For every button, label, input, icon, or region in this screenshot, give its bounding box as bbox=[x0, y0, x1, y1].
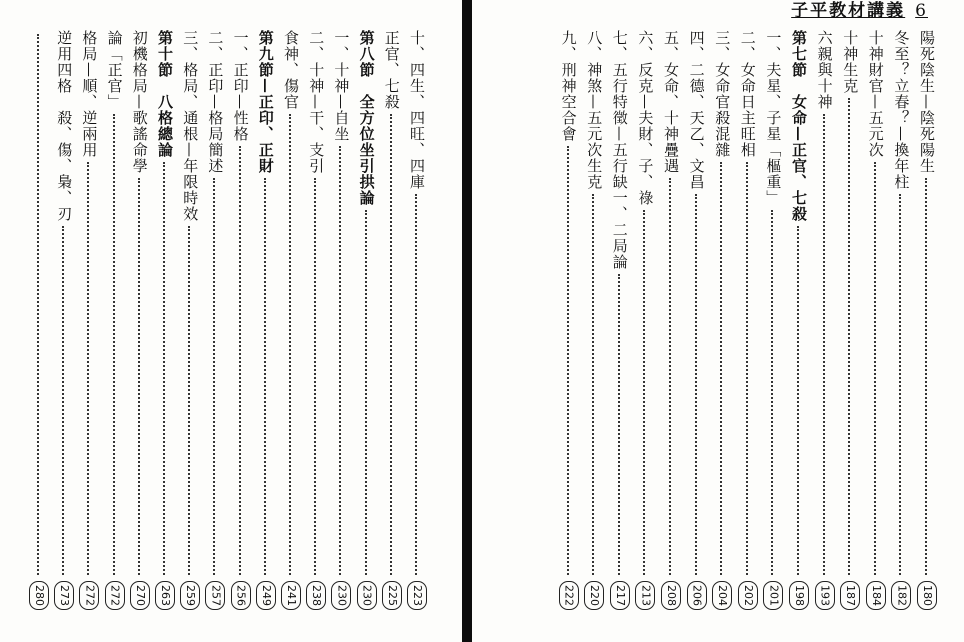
toc-entry bbox=[253, 30, 279, 610]
dot-leader bbox=[874, 162, 878, 575]
toc-page-number: 217 bbox=[610, 581, 630, 610]
toc-entry bbox=[556, 30, 582, 610]
toc-entry bbox=[786, 30, 812, 610]
toc-entry bbox=[228, 30, 254, 610]
dot-leader bbox=[163, 162, 167, 575]
dot-leader bbox=[62, 226, 66, 575]
toc-page-number: 256 bbox=[231, 581, 251, 610]
toc-page-number: 223 bbox=[407, 581, 427, 610]
dot-leader bbox=[567, 146, 571, 575]
toc-entry bbox=[684, 30, 710, 610]
toc-entry-title: 六親與十神 bbox=[815, 30, 834, 110]
toc-page-number: 201 bbox=[763, 581, 783, 610]
toc-entry-title: 第九節—正印、正財 bbox=[256, 30, 275, 174]
dot-leader bbox=[746, 162, 750, 575]
toc-page-number: 272 bbox=[105, 581, 125, 610]
toc-entry bbox=[152, 30, 178, 610]
toc-entry bbox=[379, 30, 405, 610]
toc-entry-title: 三、格局、通根—年限時效 bbox=[181, 30, 200, 222]
toc-entry bbox=[735, 30, 761, 610]
dot-leader bbox=[37, 34, 41, 575]
toc-entry bbox=[709, 30, 735, 610]
dot-leader bbox=[138, 178, 142, 575]
toc-entry-title: 十、四生、四旺、四庫 bbox=[408, 30, 426, 190]
toc-entry-title: 十神財官—五元次 bbox=[866, 30, 885, 158]
toc-entry bbox=[127, 30, 153, 610]
dot-leader bbox=[592, 194, 596, 575]
toc-entry-title: 一、十神—自坐 bbox=[332, 30, 351, 142]
toc-entry-title: 七、五行特徵—五行缺一、二局論 bbox=[610, 30, 629, 270]
toc-entry-title: 初機格局—歌謠命學 bbox=[130, 30, 149, 174]
toc-entry bbox=[102, 30, 128, 610]
dot-leader bbox=[823, 114, 827, 575]
right-page bbox=[472, 0, 964, 642]
dot-leader bbox=[365, 210, 369, 575]
toc-page-number: 198 bbox=[789, 581, 809, 610]
toc-entry bbox=[812, 30, 838, 610]
toc-page-number: 202 bbox=[738, 581, 758, 610]
toc-entry-title: 第十節 八格總論 bbox=[156, 30, 174, 158]
dot-leader bbox=[289, 114, 293, 575]
toc-entry bbox=[328, 30, 354, 610]
dot-leader bbox=[925, 178, 929, 575]
toc-page-number: 213 bbox=[635, 581, 655, 610]
dot-leader bbox=[87, 162, 91, 575]
dot-leader bbox=[415, 194, 419, 575]
toc-entry bbox=[607, 30, 633, 610]
dot-leader bbox=[643, 210, 647, 575]
dot-leader bbox=[695, 194, 699, 575]
toc-page-number: 273 bbox=[54, 581, 74, 610]
toc-page-number: 206 bbox=[687, 581, 707, 610]
dot-leader bbox=[899, 194, 903, 575]
toc-entry-title: 九、刑神空合會 bbox=[559, 30, 578, 142]
toc-entry-title: 一、夫星、子星「樞重」 bbox=[764, 30, 783, 206]
toc-entry bbox=[51, 30, 77, 610]
toc-page-number: 241 bbox=[281, 581, 301, 610]
dot-leader bbox=[390, 114, 394, 575]
toc-page-number: 208 bbox=[661, 581, 681, 610]
book-spine bbox=[462, 0, 472, 642]
toc-entry-title: 六、反克—夫財、子、祿 bbox=[636, 30, 655, 206]
toc-entry-title: 二、正印—格局簡述 bbox=[206, 30, 225, 174]
toc-page-number: 230 bbox=[357, 581, 377, 610]
toc-entry-title: 第八節 全方位坐引拱論 bbox=[357, 30, 376, 206]
dot-leader bbox=[264, 178, 268, 575]
toc-page-number: 259 bbox=[180, 581, 200, 610]
toc-entry bbox=[26, 30, 52, 610]
toc-page-number: 280 bbox=[29, 581, 49, 610]
dot-leader bbox=[771, 210, 775, 575]
toc-page-number: 225 bbox=[382, 581, 402, 610]
dot-leader bbox=[720, 162, 724, 575]
toc-page-number: 204 bbox=[712, 581, 732, 610]
toc-entry-title: 論「正官」 bbox=[105, 30, 124, 110]
toc-entry-title: 格局—順、逆兩用 bbox=[80, 30, 99, 158]
dot-leader bbox=[339, 146, 343, 575]
toc-entry bbox=[863, 30, 889, 610]
dot-leader bbox=[314, 178, 318, 575]
toc-entry-title: 一、正印—性格 bbox=[231, 30, 250, 142]
toc-entry-title: 第七節 女命—正官、七殺 bbox=[790, 30, 808, 222]
dot-leader bbox=[848, 98, 852, 575]
toc-entry bbox=[888, 30, 914, 610]
toc-page-number: 180 bbox=[917, 581, 937, 610]
toc-page-number: 270 bbox=[130, 581, 150, 610]
toc-entry-title: 五、女命、十神疊遇 bbox=[662, 30, 680, 174]
toc-page-number: 184 bbox=[866, 581, 886, 610]
toc-entry bbox=[404, 30, 430, 610]
dot-leader bbox=[239, 146, 243, 575]
toc-page-number: 230 bbox=[331, 581, 351, 610]
toc-entry bbox=[658, 30, 684, 610]
toc-entry-title: 十神生克 bbox=[841, 30, 860, 94]
toc-page-number: 222 bbox=[559, 581, 579, 610]
toc-page-number: 263 bbox=[155, 581, 175, 610]
dot-leader bbox=[213, 178, 217, 575]
toc-entry bbox=[837, 30, 863, 610]
dot-leader bbox=[797, 226, 801, 575]
dot-leader bbox=[188, 226, 192, 575]
toc-entry-title: 八、神煞—五元次生克 bbox=[585, 30, 604, 190]
dot-leader bbox=[113, 114, 117, 575]
toc-page-number: 257 bbox=[205, 581, 225, 610]
toc-page-number: 187 bbox=[840, 581, 860, 610]
toc-entry-title: 三、女命官殺混雜 bbox=[713, 30, 732, 158]
toc-entry bbox=[278, 30, 304, 610]
toc-page-number: 249 bbox=[256, 581, 276, 610]
toc-entry bbox=[581, 30, 607, 610]
dot-leader bbox=[618, 274, 622, 575]
toc-entry bbox=[303, 30, 329, 610]
running-header bbox=[791, 0, 928, 21]
toc-entry-title: 二、十神—干、支引 bbox=[307, 30, 326, 174]
toc-page-number: 193 bbox=[815, 581, 835, 610]
toc-entry bbox=[202, 30, 228, 610]
toc-entry bbox=[177, 30, 203, 610]
toc-page-number: 272 bbox=[79, 581, 99, 610]
toc-entry-title: 冬至？立春？—換年柱 bbox=[892, 30, 911, 190]
toc-entry-title: 正官、七殺 bbox=[382, 30, 401, 110]
dot-leader bbox=[669, 178, 673, 575]
toc-page-number: 238 bbox=[306, 581, 326, 610]
toc-entry bbox=[354, 30, 380, 610]
toc-page-number: 182 bbox=[891, 581, 911, 610]
toc-entry-title: 食神、傷官 bbox=[282, 30, 300, 110]
toc-entry bbox=[632, 30, 658, 610]
toc-entry bbox=[914, 30, 940, 610]
header-title: 子平教材講義 bbox=[791, 1, 906, 21]
toc-entry bbox=[76, 30, 102, 610]
toc-entry-title: 逆用四格 殺、傷、梟、刃 bbox=[55, 30, 74, 222]
toc-entry-title: 二、女命日主旺相 bbox=[738, 30, 757, 158]
left-page bbox=[0, 0, 462, 642]
toc-entry bbox=[760, 30, 786, 610]
header-page-number: 6 bbox=[915, 1, 928, 21]
toc-entry-title: 陽死陰生—陰死陽生 bbox=[918, 30, 936, 174]
toc-page-number: 220 bbox=[584, 581, 604, 610]
toc-entry-title: 四、二德、天乙、文昌 bbox=[687, 30, 706, 190]
